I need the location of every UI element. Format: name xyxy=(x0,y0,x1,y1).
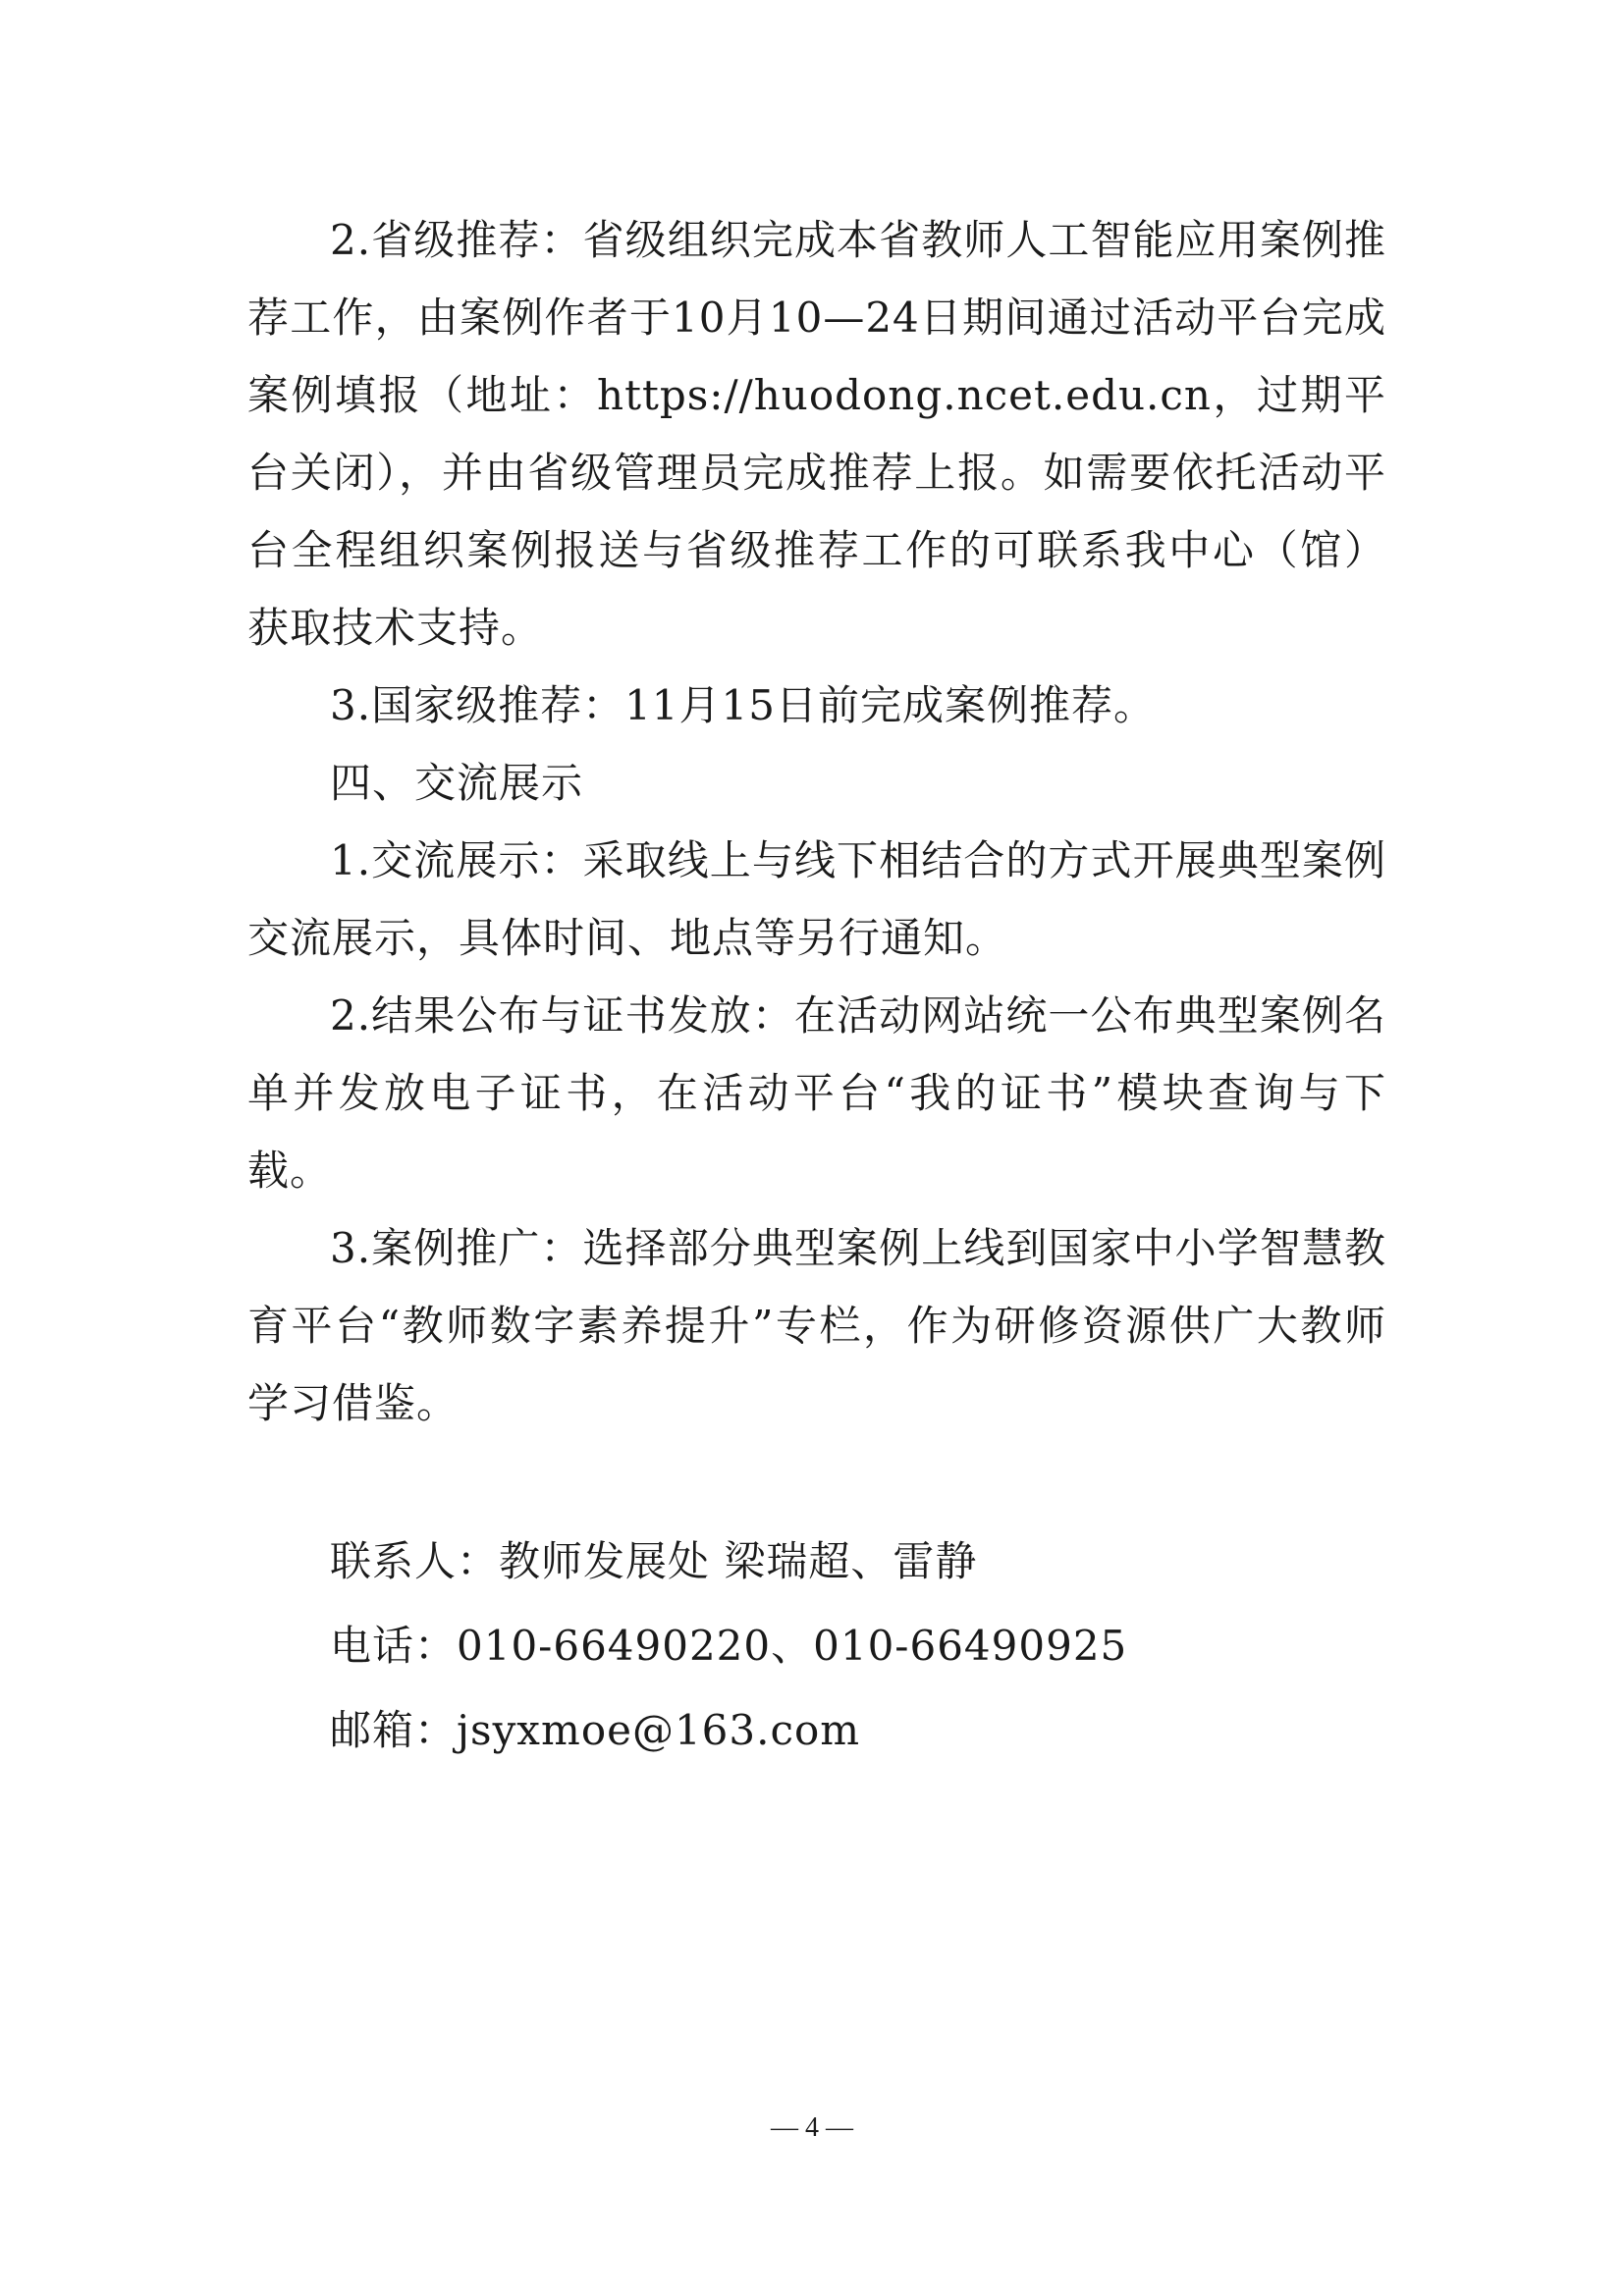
paragraph-national-recommendation: 3.国家级推荐：11月15日前完成案例推荐。 xyxy=(330,681,1156,729)
paragraph-results-certificates: 2.结果公布与证书发放：在活动网站统一公布典型案例名单并发放电子证书，在活动平台“我的证书”模块查询与下载。 xyxy=(247,991,1386,1195)
spacer xyxy=(247,1442,1386,1520)
section-heading-exchange-display: 四、交流展示 xyxy=(330,759,584,807)
paragraph-case-promotion: 3.案例推广：选择部分典型案例上线到国家中小学智慧教育平台“教师数字素养提升”专栏，作为研修资源供广大教师学习借鉴。 xyxy=(247,1224,1386,1427)
contact-email: 邮箱：jsyxmoe@163.com xyxy=(330,1706,861,1754)
page-number: — 4 — xyxy=(771,2112,853,2143)
paragraph-exchange-display: 1.交流展示：采取线上与线下相结合的方式开展典型案例交流展示，具体时间、地点等另行通知。 xyxy=(247,836,1386,962)
contact-person: 联系人：教师发展处 梁瑞超、雷静 xyxy=(330,1537,978,1585)
contact-phone: 电话：010-66490220、010-66490925 xyxy=(330,1622,1128,1670)
paragraph-provincial-recommendation: 2.省级推荐：省级组织完成本省教师人工智能应用案例推荐工作，由案例作者于10月10—24日期间通过活动平台完成案例填报（地址：https://huodong.ncet.edu.cn，过期平台关闭），并由省级管理员完成推荐上报。如需要依托活动平台全程组织案例报送与省级推荐工作的可联系我中心（馆）获取技术支持。 xyxy=(247,216,1386,652)
document-body xyxy=(247,201,1386,1773)
